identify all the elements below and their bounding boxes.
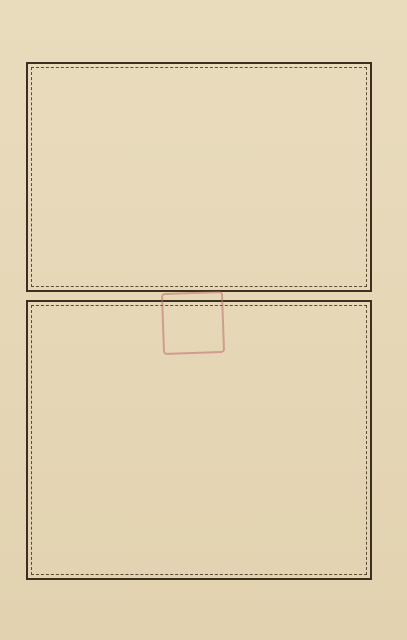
library-stamp xyxy=(161,291,225,355)
upper-text-block xyxy=(26,62,372,292)
